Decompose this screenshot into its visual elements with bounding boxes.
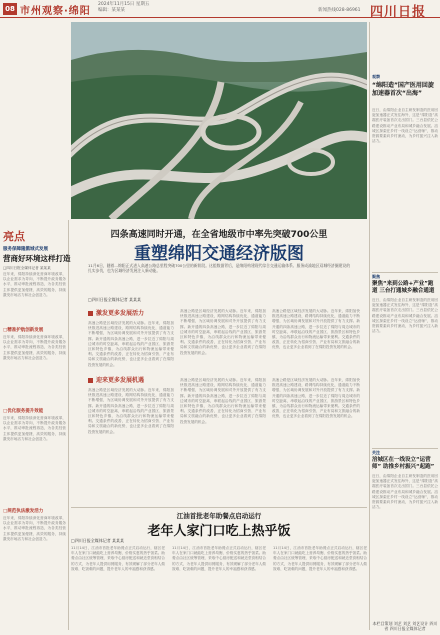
section-divider: [71, 507, 367, 508]
bottom-body-col-1: 11月14日，江油市首批老年助餐点正式启动运行，辖区老年人在家门口就能吃上营养均衡、价格实惠的热乎饭菜。助餐点由社区统筹管理，采取中心厨房配送和就近堂食相结合的方式，为老年人提供用餐服务，有效缓解了部分老年人做饭难、吃饭难的问题，提升老年人的幸福感和获得感。: [71, 546, 165, 571]
left-story-title: 营商好环境这样打造: [3, 254, 71, 263]
square-bullet-icon: [88, 378, 93, 383]
editor-text: 编辑：某某某: [98, 8, 125, 13]
left-story-subtitle: 服务保障隆鹊城式发展: [3, 247, 48, 252]
right-divider: [372, 448, 438, 449]
feature-body-col-6: 高速公路是区域经济发展的大动脉。近年来，绵阳加快推进高速公路建设，路网结构持续优化，通道能力不断增强，为区域协调发展和对外开放提供了有力支撑。新开通的四条高速公路，进一步拉近了绵阳与周边城市的时空距离，串联起沿线的产业园区、旅游景区和特色乡镇，为沿线群众出行和物流运输带来便利。交通条件的改善，正在转化为招商引资、产业布局和文旅融合的新优势，也让更多企业看到了在绵阳投资发展的机会。: [272, 378, 360, 419]
bottom-story-byline: □四川日报全媒体记者 某某某: [71, 538, 125, 543]
section-title: 市州观察·绵阳: [20, 6, 91, 17]
bottom-body-col-2: 11月14日，江油市首批老年助餐点正式启动运行，辖区老年人在家门口就能吃上营养均衡、价格实惠的热乎饭菜。助餐点由社区统筹管理，采取中心厨房配送和就近堂食相结合的方式，为老年人提供用餐服务，有效缓解了部分老年人做饭难、吃饭难的问题，提升老年人的幸福感和获得感。: [172, 546, 266, 571]
left-subhead-2: □优化服务提升效能: [3, 409, 44, 414]
bottom-story-kicker: 江油首批老年助餐点启动运行: [176, 512, 262, 520]
news-hotline: 新闻热线028-86961: [318, 8, 361, 13]
highway-illustration: [71, 22, 367, 219]
bottom-story-title: 老年人家门口吃上热乎饭: [147, 524, 291, 539]
feature-body-col-2: 高速公路是区域经济发展的大动脉。近年来，绵阳加快推进高速公路建设，路网结构持续优化，通道能力不断增强，为区域协调发展和对外开放提供了有力支撑。新开通的四条高速公路，进一步拉近了绵阳与周边城市的时空距离，串联起沿线的产业园区、旅游景区和特色乡镇，为沿线群众出行和物流运输带来便利。交通条件的改善，正在转化为招商引资、产业布局和文旅融合的新优势，也让更多企业看到了在绵阳投资发展的机会。: [180, 309, 266, 355]
feature-body-col-3: 高速公路是区域经济发展的大动脉。近年来，绵阳加快推进高速公路建设，路网结构持续优化，通道能力不断增强，为区域协调发展和对外开放提供了有力支撑。新开通的四条高速公路，进一步拉近了绵阳与周边城市的时空距离，串联起沿线的产业园区、旅游景区和特色乡镇，为沿线群众出行和物流运输带来便利。交通条件的改善，正在转化为招商引资、产业布局和文旅融合的新优势，也让更多企业看到了在绵阳投资发展的机会。: [272, 309, 360, 350]
page-header: [0, 0, 440, 18]
page-footer: 本栏目策划 刘艺 刘艺 刘艺设计 四川省 四川日报全媒体记者: [372, 621, 438, 631]
column-divider: [68, 220, 69, 630]
column-divider: [369, 22, 370, 630]
bottom-body-col-3: 11月14日，江油市首批老年助餐点正式启动运行，辖区老年人在家门口就能吃上营养均衡、价格实惠的热乎饭菜。助餐点由社区统筹管理，采取中心厨房配送和就近堂食相结合的方式，为老年人提供用餐服务，有效缓解了部分老年人做饭难、吃饭难的问题，提升老年人的幸福感和获得感。: [273, 546, 367, 571]
feature-body-col-4: 高速公路是区域经济发展的大动脉。近年来，绵阳加快推进高速公路建设，路网结构持续优化，通道能力不断增强，为区域协调发展和对外开放提供了有力支撑。新开通的四条高速公路，进一步拉近了绵阳与周边城市的时空距离，串联起沿线的产业园区、旅游景区和特色乡镇，为沿线群众出行和物流运输带来便利。交通条件的改善，正在转化为招商引资、产业布局和文旅融合的新优势，也让更多企业看到了在绵阳投资发展的机会。: [88, 388, 174, 434]
page-number: 08: [3, 3, 17, 15]
right-story-1-title: “绵阳造”国产医用回旋加速器首次“出海”: [372, 82, 434, 97]
right-story-3-title: 涪城区在一线设立“运营师” 助推乡村振兴“起跑”: [372, 457, 435, 470]
left-subhead-1: □精准护航创新发展: [3, 328, 44, 333]
left-story-body: 近年来，绵阳持续深化营商环境改革，以企业需求为导向，不断提升政务服务水平，推动审批流程再造，为各类经营主体提供更加便捷、高效的服务，持续激发市场活力和社会创造力。: [3, 272, 66, 297]
highway-interchange-photo: [71, 22, 367, 219]
right-label-1: 观察: [372, 74, 380, 79]
date-line: [98, 2, 149, 14]
feature-subhead-1-text: 激发更多发展活力: [96, 310, 145, 317]
right-story-2-title: 聚焦“来到公路+产业”跑道 三台打通城乡融合通道: [372, 281, 435, 294]
feature-lead: 11月6日，随着...绵阳正式进入高速公路总里程突破700公里的新阶段。这组数据背后，是绵阳构建现代综合交通运输体系、服务成渝地区双城经济圈建设的扎实步伐，也为区域经济发展注入新动能。: [88, 263, 350, 274]
newspaper-masthead: 四川日报: [370, 5, 427, 20]
left-body-2: 近年来，绵阳持续深化营商环境改革，以企业需求为导向，不断提升政务服务水平，推动审批流程再造，为各类经营主体提供更加便捷、高效的服务，持续激发市场活力和社会创造力。: [3, 416, 66, 441]
left-subhead-3: □规范执法激发活力: [3, 509, 44, 514]
right-story-3-body: 近日，由绵阳企业自主研发制造的医用回旋加速器正式发往海外，这是“绵阳造”高端医疗装备首次走出国门。三台县依托公路建设推动产业布局和城乡融合发展。涪城区探索在乡村一线设立“运营师”，推动资源要素向乡村流动，为乡村振兴注入新活力。: [372, 474, 438, 510]
left-story-byline: □四川日报全媒体记者 某某某: [3, 266, 51, 270]
feature-headline: 重塑绵阳交通经济版图: [134, 244, 304, 264]
feature-byline: □四川日报全媒体记者 某某某: [88, 297, 142, 302]
feature-subhead-2-text: 迎来更多发展机遇: [96, 377, 145, 384]
feature-body-col-1: 高速公路是区域经济发展的大动脉。近年来，绵阳加快推进高速公路建设，路网结构持续优化，通道能力不断增强，为区域协调发展和对外开放提供了有力支撑。新开通的四条高速公路，进一步拉近了绵阳与周边城市的时空距离，串联起沿线的产业园区、旅游景区和特色乡镇，为沿线群众出行和物流运输带来便利。交通条件的改善，正在转化为招商引资、产业布局和文旅融合的新优势，也让更多企业看到了在绵阳投资发展的机会。: [88, 321, 174, 367]
feature-kicker: 四条高速同时开通，在全省地级市中率先突破700公里: [110, 230, 328, 240]
date-text: 2024年11月15日 星期五: [98, 2, 150, 7]
right-label-2: 聚焦: [372, 274, 380, 279]
right-story-1-body: 近日，由绵阳企业自主研发制造的医用回旋加速器正式发往海外，这是“绵阳造”高端医疗装备首次走出国门。三台县依托公路建设推动产业布局和城乡融合发展。涪城区探索在乡村一线设立“运营师”，推动资源要素向乡村流动，为乡村振兴注入新活力。: [372, 108, 438, 144]
left-body-1: 近年来，绵阳持续深化营商环境改革，以企业需求为导向，不断提升政务服务水平，推动审批流程再造，为各类经营主体提供更加便捷、高效的服务，持续激发市场活力和社会创造力。: [3, 335, 66, 360]
right-label-3: 关注: [372, 450, 380, 455]
left-section-tag: 亮点: [3, 230, 25, 243]
left-body-3: 近年来，绵阳持续深化营商环境改革，以企业需求为导向，不断提升政务服务水平，推动审批流程再造，为各类经营主体提供更加便捷、高效的服务，持续激发市场活力和社会创造力。: [3, 516, 66, 541]
right-story-2-body: 近日，由绵阳企业自主研发制造的医用回旋加速器正式发往海外，这是“绵阳造”高端医疗装备首次走出国门。三台县依托公路建设推动产业布局和城乡融合发展。涪城区探索在乡村一线设立“运营师”，推动资源要素向乡村流动，为乡村振兴注入新活力。: [372, 298, 438, 334]
right-divider: [372, 272, 438, 273]
square-bullet-icon: [88, 311, 93, 316]
feature-body-col-5: 高速公路是区域经济发展的大动脉。近年来，绵阳加快推进高速公路建设，路网结构持续优化，通道能力不断增强，为区域协调发展和对外开放提供了有力支撑。新开通的四条高速公路，进一步拉近了绵阳与周边城市的时空距离，串联起沿线的产业园区、旅游景区和特色乡镇，为沿线群众出行和物流运输带来便利。交通条件的改善，正在转化为招商引资、产业布局和文旅融合的新优势，也让更多企业看到了在绵阳投资发展的机会。: [180, 378, 266, 424]
